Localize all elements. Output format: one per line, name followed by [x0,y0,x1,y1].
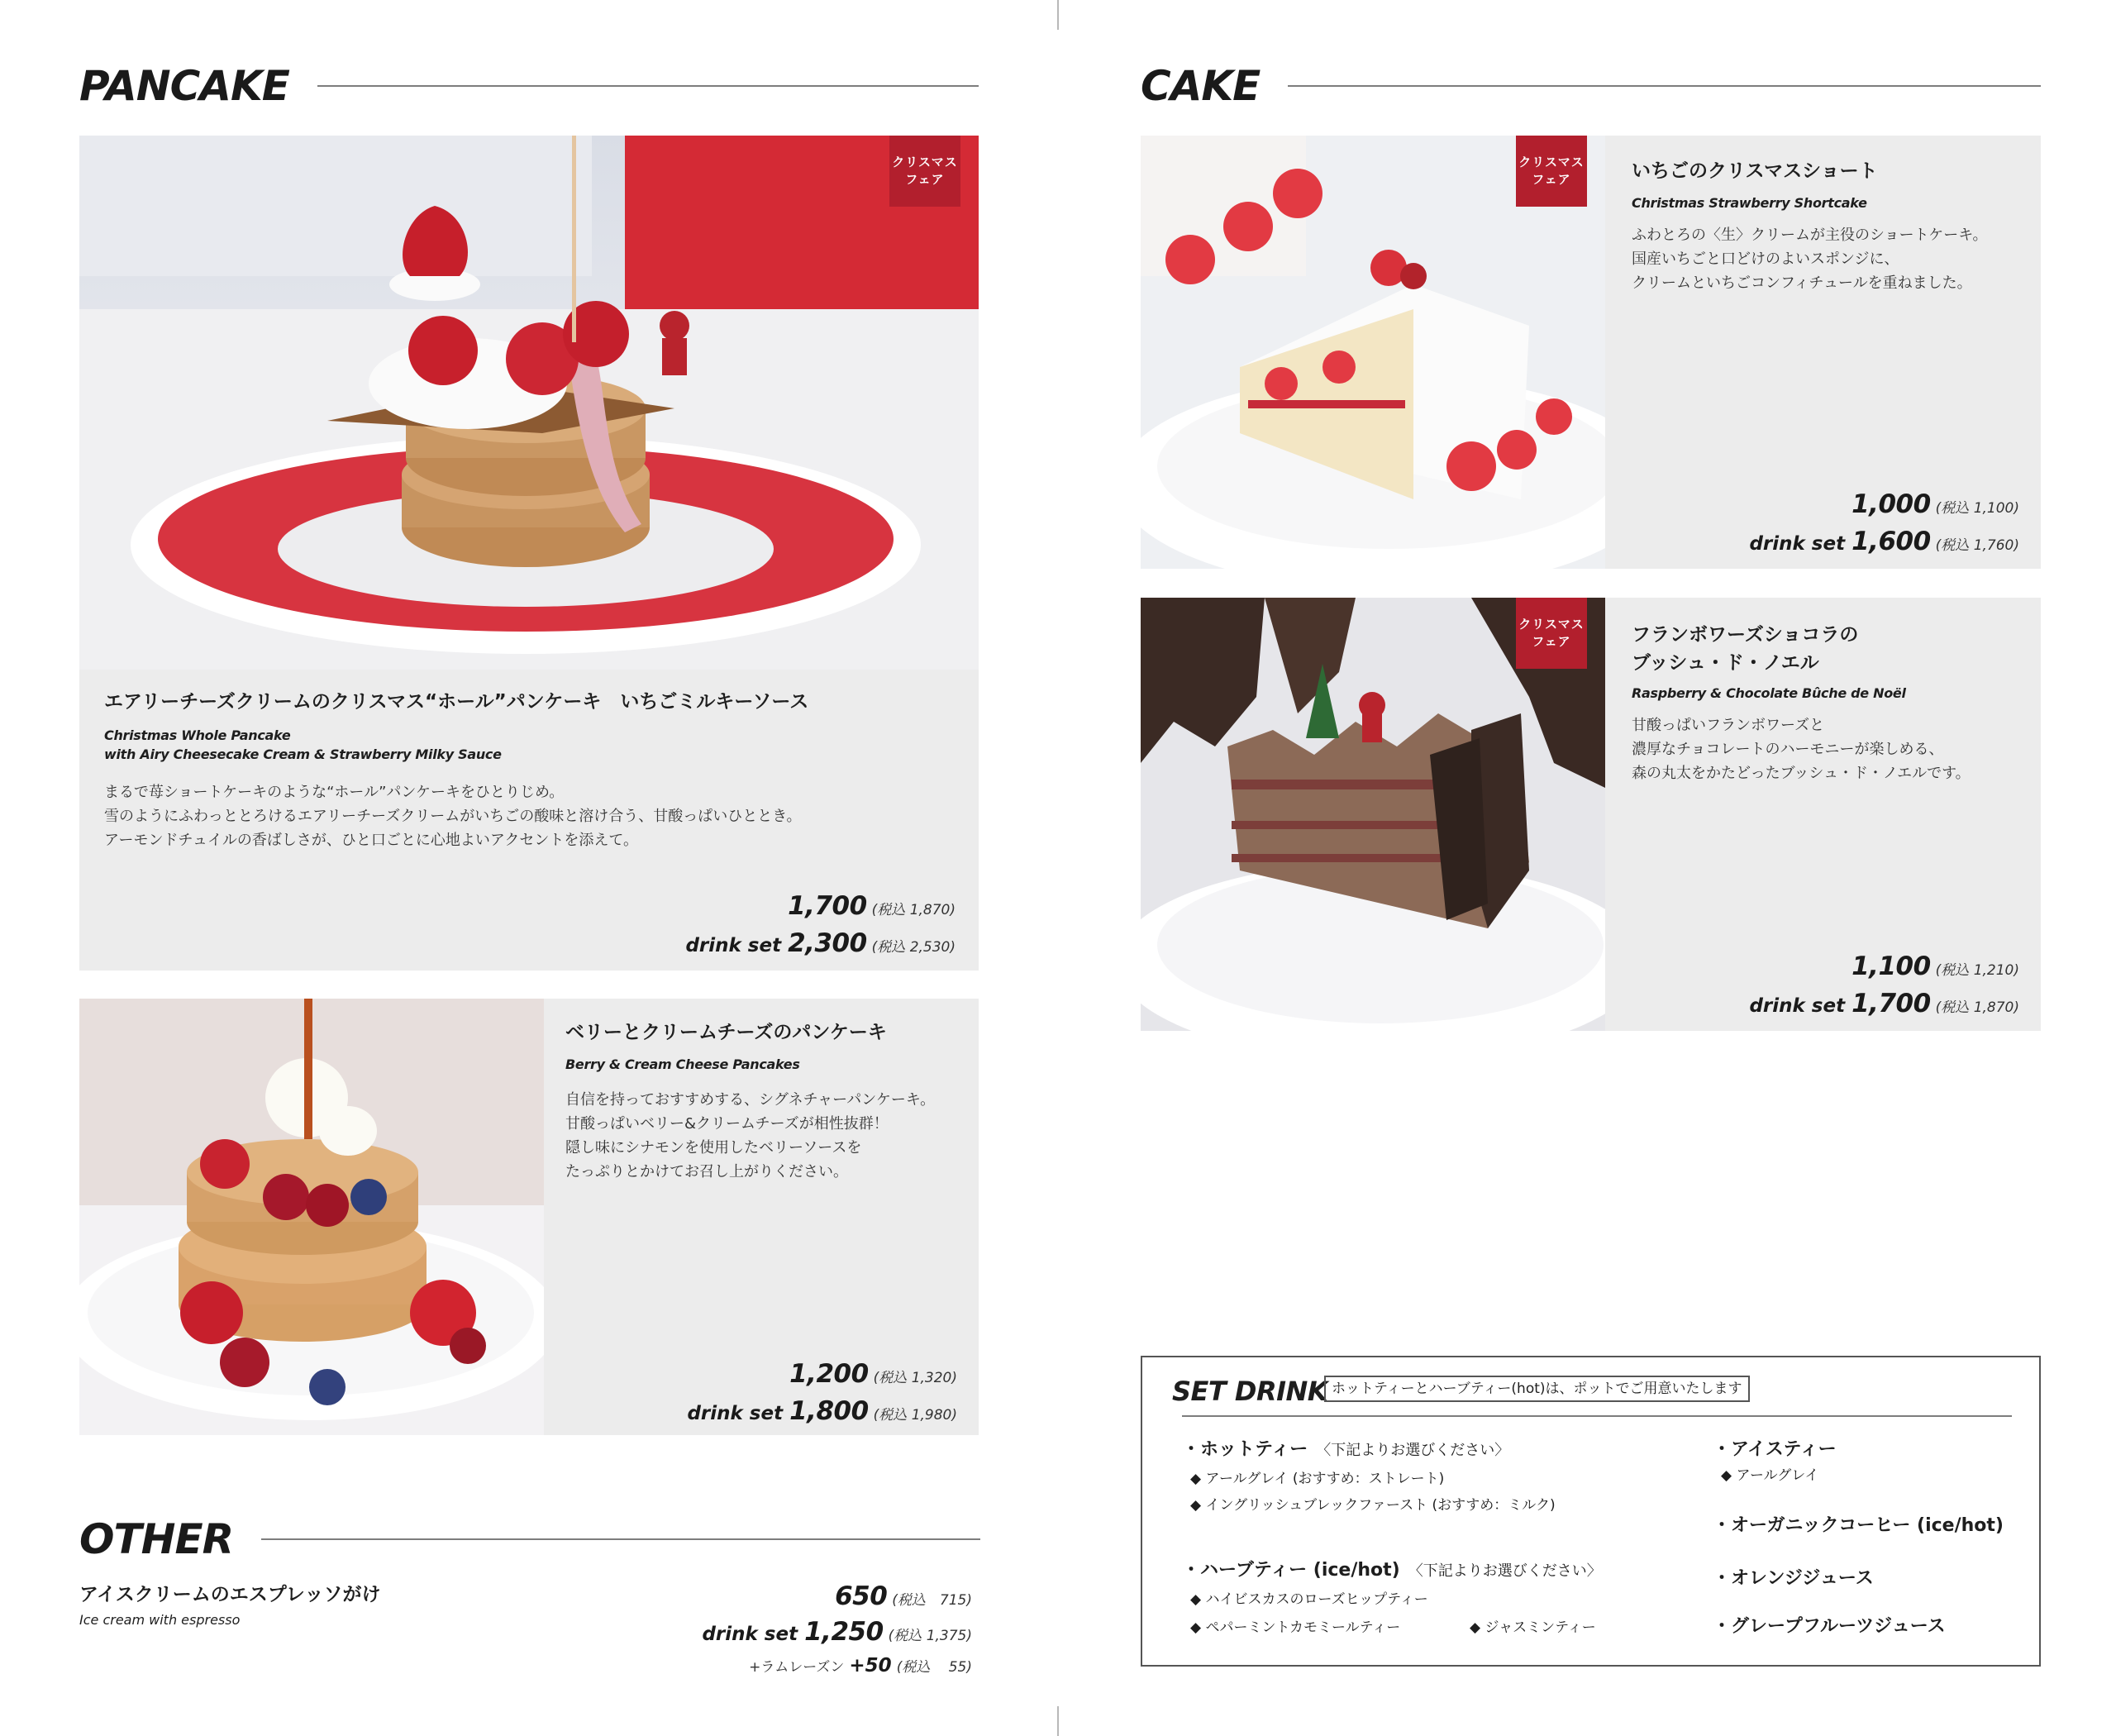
fold-mark-bottom [1057,1706,1059,1736]
pancake-section-title: PANCAKE [79,62,289,110]
item-price-tax: (税込 1,210) [1935,962,2019,979]
item-price-line [1749,950,2019,987]
drink-grapefruit-juice: ・グレープフルーツジュース [1713,1616,1946,1637]
item-price-line [702,1581,972,1616]
section-divider [1288,85,2041,87]
berry-pancake-photo [79,999,544,1435]
item-description-line-1: まるで苺ショートケーキのような“ホール”パンケーキをひとりじめ。 [104,784,565,801]
hot-tea-option-earl-grey: ◆ アールグレイ (おすすめ：ストレート) [1190,1471,1445,1487]
item-description-line-1: ふわとろの〈生〉クリームが主役のショートケーキ。 [1632,227,1988,244]
item-description-line-2: 国産いちごと口どけのよいスポンジに、 [1632,250,1899,268]
item-en-name: Christmas Strawberry Shortcake [1632,195,1867,211]
set-drink-note: ホットティーとハーブティー(hot)は、ポットでご用意いたします [1324,1376,1750,1402]
drink-set-price-line [702,1616,972,1652]
drink-set-price: 2,300 [788,928,867,958]
item-jp-name-line-1: フランボワーズショコラの [1632,624,1859,646]
drink-set-label: drink set [687,1403,784,1424]
badge-line-1: クリスマス [1518,155,1585,169]
iced-tea-option-earl-grey: ◆ アールグレイ [1721,1467,1819,1484]
item-en-name: Raspberry & Chocolate Bûche de Noël [1632,685,1906,701]
badge-line-1: クリスマス [1518,617,1585,632]
menu-item-berry-cream-cheese-pancakes[interactable] [79,999,979,1435]
herb-tea-sub: 〈下記よりお選びください〉 [1408,1562,1602,1580]
item-price-tax: (税込 715) [892,1592,972,1609]
section-divider [261,1538,980,1540]
herb-tea-option-peppermint: ◆ ペパーミントカモミールティー [1190,1619,1401,1636]
christmas-fair-badge [1516,136,1587,207]
item-price-block [1749,488,2019,562]
item-en-name: Berry & Cream Cheese Pancakes [565,1056,800,1072]
item-jp-name: いちごのクリスマスショート [1632,160,1878,182]
set-drink-panel [1141,1356,2041,1667]
item-price-block [687,1357,957,1432]
item-description-line-3: クリームといちごコンフィチュールを重ねました。 [1632,274,1972,292]
menu-item-christmas-strawberry-shortcake[interactable] [1141,136,2041,569]
item-price-tax: (税込 1,100) [1935,500,2019,517]
drink-set-price: 1,250 [804,1617,884,1647]
fold-mark-top [1057,0,1059,30]
iced-tea-heading: ・アイスティー [1713,1439,1837,1460]
item-price-tax: (税込 1,320) [873,1370,957,1386]
item-price-line [685,889,956,927]
drink-set-tax: (税込 1,870) [1935,999,2019,1016]
herb-tea-option-hibiscus: ◆ ハイビスカスのローズヒップティー [1190,1591,1428,1608]
topping-tax: (税込 55) [896,1659,972,1676]
menu-item-raspberry-chocolate-buche-de-noel[interactable] [1141,598,2041,1031]
drink-organic-coffee: ・オーガニックコーヒー (ice/hot) [1713,1515,2004,1536]
drink-set-tax: (税込 2,530) [871,939,956,956]
hot-tea-sub: 〈下記よりお選びください〉 [1316,1442,1510,1459]
christmas-pancake-photo [79,136,979,670]
drink-set-label: drink set [702,1624,798,1645]
set-drink-divider [1182,1415,2012,1417]
item-price-line [1749,488,2019,525]
drink-set-tax: (税込 1,760) [1935,537,2019,554]
christmas-fair-badge [889,136,960,207]
item-description-line-4: たっぷりとかけてお召し上がりください。 [565,1163,848,1180]
drink-set-label: drink set [685,935,782,956]
cake-section-header [1141,53,2041,119]
drink-set-price: 1,600 [1852,527,1931,556]
item-jp-name: エアリーチーズクリームのクリスマス“ホール”パンケーキ いちごミルキーソース [104,691,809,713]
item-jp-name-line-2: ブッシュ・ド・ノエル [1632,652,1819,674]
drink-set-price: 1,800 [789,1396,869,1426]
item-en-name-line-2: with Airy Cheesecake Cream & Strawberry Milky Sauce [104,746,502,762]
item-description-line-3: 森の丸太をかたどったブッシュ・ド・ノエルです。 [1632,765,1971,782]
item-price-line [687,1357,957,1395]
herb-tea-option-jasmine: ◆ ジャスミンティー [1470,1619,1596,1636]
drink-set-price-line [1749,987,2019,1024]
drink-set-price-line [685,927,956,964]
drink-set-tax: (税込 1,375) [888,1628,972,1644]
other-section-header [79,1506,980,1572]
set-drink-title: SET DRINK [1172,1376,1328,1407]
item-price-tax: (税込 1,870) [871,902,956,918]
item-description-line-1: 自信を持っておすすめする、シグネチャーパンケーキ。 [565,1091,936,1109]
item-description-line-3: アーモンドチュイルの香ばしさが、ひと口ごとに心地よいアクセントを添えて。 [104,832,639,849]
drink-set-price-line [687,1395,957,1432]
other-item-en-name: Ice cream with espresso [79,1612,241,1628]
item-description-line-2: 雪のようにふわっととろけるエアリーチーズクリームがいちごの酸味と溶け合う、甘酸っぱいひととき。 [104,808,802,825]
topping-label: +ラムレーズン [749,1659,845,1676]
badge-line-2: フェア [905,172,945,187]
badge-line-2: フェア [1532,172,1571,187]
drink-set-price-line [1749,525,2019,562]
item-description-line-1: 甘酸っぱいフランボワーズと [1632,717,1825,734]
cake-section-title: CAKE [1141,62,1261,110]
hot-tea-label: ・ホットティー [1182,1439,1308,1460]
other-item-price-block [702,1581,972,1681]
other-section-title: OTHER [79,1515,234,1563]
item-price: 1,100 [1852,951,1931,981]
other-item-jp-name: アイスクリームのエスプレッソがけ [79,1584,381,1605]
topping-price: +50 [849,1655,892,1676]
topping-price-line [702,1652,972,1681]
drink-set-label: drink set [1749,995,1846,1017]
item-price-block [1749,950,2019,1024]
item-price: 1,700 [788,891,867,921]
item-price: 1,000 [1852,489,1931,519]
hot-tea-heading [1182,1435,1509,1461]
pancake-section-header [79,53,979,119]
drink-set-label: drink set [1749,533,1846,555]
badge-line-1: クリスマス [892,155,958,169]
menu-item-christmas-whole-pancake[interactable] [79,136,979,971]
drink-orange-juice: ・オレンジジュース [1713,1568,1874,1589]
item-price: 650 [835,1581,888,1611]
herb-tea-heading [1182,1556,1602,1581]
item-en-name-line-1: Christmas Whole Pancake [104,727,291,743]
christmas-fair-badge [1516,598,1587,669]
item-description-line-2: 濃厚なチョコレートのハーモニーが楽しめる、 [1632,741,1944,758]
drink-set-tax: (税込 1,980) [873,1407,957,1424]
item-jp-name: ベリーとクリームチーズのパンケーキ [565,1022,887,1043]
item-description-line-2: 甘酸っぱいベリー&クリームチーズが相性抜群！ [565,1115,889,1133]
item-price: 1,200 [789,1359,869,1389]
herb-tea-label: ・ハーブティー (ice/hot) [1182,1560,1400,1581]
item-description-line-3: 隠し味にシナモンを使用したベリーソースを [565,1139,862,1157]
hot-tea-option-english-breakfast: ◆ イングリッシュブレックファースト (おすすめ：ミルク) [1190,1497,1556,1514]
badge-line-2: フェア [1532,634,1571,649]
drink-set-price: 1,700 [1852,989,1931,1018]
item-price-block [685,889,956,964]
section-divider [317,85,979,87]
